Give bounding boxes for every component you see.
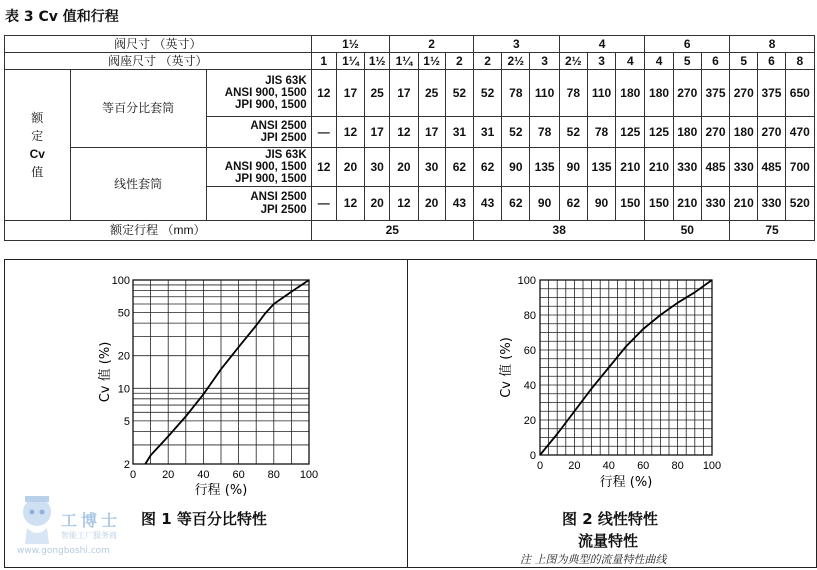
cv-cell: 520 — [785, 187, 814, 221]
figure1-caption: 图 1 等百分比特性 — [141, 510, 267, 528]
cv-cell: 210 — [673, 187, 701, 221]
cv-cell: 180 — [645, 70, 673, 117]
seat-size-cell: 1 — [311, 53, 336, 70]
rated-cv-label — [5, 70, 71, 221]
cv-cell: 62 — [502, 187, 530, 221]
stroke-cell: 50 — [645, 221, 730, 241]
cv-cell: 330 — [673, 148, 701, 187]
linear-cage-label: 线性套筒 — [70, 148, 206, 221]
cv-cell: 20 — [365, 187, 390, 221]
valve-size-cell: 6 — [645, 36, 730, 53]
seat-size-cell: 1½ — [365, 53, 390, 70]
cv-cell: — — [311, 117, 336, 148]
x-tick-label: 60 — [637, 460, 650, 472]
seat-size-cell: 2½ — [502, 53, 530, 70]
seat-size-cell: 2 — [473, 53, 501, 70]
cv-cell: 330 — [701, 187, 729, 221]
cv-cell: 180 — [673, 117, 701, 148]
stroke-cell: 38 — [473, 221, 644, 241]
cv-cell: 78 — [502, 70, 530, 117]
seat-size-cell: 2½ — [559, 53, 587, 70]
cv-cell: 43 — [445, 187, 473, 221]
stroke-cell: 25 — [311, 221, 473, 241]
cv-cell: 375 — [701, 70, 729, 117]
figure1-panel — [4, 259, 408, 568]
cv-cell: 25 — [365, 70, 390, 117]
x-tick-label: 80 — [267, 469, 280, 481]
rated-stroke-label: 额定行程 （mm） — [5, 221, 312, 241]
cv-cell: 650 — [785, 70, 814, 117]
cv-cell: 330 — [730, 148, 758, 187]
standard-label: ANSI 2500 — [250, 191, 307, 204]
standard-ansi-cell — [206, 117, 311, 148]
figure2-caption-line2: 流量特性 — [578, 532, 639, 550]
cv-cell: 12 — [336, 117, 364, 148]
cv-cell: 110 — [530, 70, 559, 117]
seat-size-cell: 3 — [587, 53, 615, 70]
cv-cell: 62 — [559, 187, 587, 221]
cv-cell: 110 — [587, 70, 615, 117]
y-tick-label: 50 — [117, 307, 130, 320]
cv-cell: 12 — [390, 187, 418, 221]
x-tick-label: 20 — [568, 460, 581, 472]
cv-cell: 270 — [758, 117, 785, 148]
cv-cell: 31 — [445, 117, 473, 148]
seat-size-row — [5, 53, 815, 70]
y-tick-label: 100 — [111, 275, 130, 287]
rated-cv-char: Cv — [29, 147, 45, 161]
cv-cell: 125 — [616, 117, 645, 148]
watermark-logo — [13, 490, 148, 562]
y-tick-label: 5 — [123, 415, 130, 428]
y-tick-label: 100 — [517, 275, 536, 287]
valve-size-cell: 4 — [559, 36, 645, 53]
seat-size-cell: 5 — [730, 53, 758, 70]
logo-url: www.gongboshi.com — [17, 546, 110, 556]
cv-cell: 12 — [390, 117, 418, 148]
cv-cell: 180 — [616, 70, 645, 117]
seat-size-cell: 1¼ — [336, 53, 364, 70]
x-tick-label: 100 — [299, 469, 319, 481]
standard-label: JIS 63K — [265, 148, 307, 161]
x-axis-label: 行程 (%) — [599, 475, 653, 490]
cv-cell: 78 — [559, 70, 587, 117]
series-line — [145, 280, 309, 464]
y-tick-label: 10 — [117, 383, 130, 396]
y-axis-label: Cv 值 (%) — [98, 341, 113, 403]
cv-cell: 270 — [701, 117, 729, 148]
cv-cell: 78 — [587, 117, 615, 148]
seat-size-label: 阀座尺寸 （英寸） — [5, 53, 312, 70]
figure2-caption-line1: 图 2 线性特性 — [562, 510, 658, 528]
cv-stroke-table — [4, 35, 815, 241]
y-tick-label: 0 — [529, 450, 536, 462]
cv-cell: 90 — [502, 148, 530, 187]
rated-cv-char: 定 — [31, 129, 44, 143]
cv-cell: 31 — [473, 117, 501, 148]
cv-cell: 700 — [785, 148, 814, 187]
cv-cell: 135 — [530, 148, 559, 187]
logo-brand: 工博士 — [61, 511, 122, 530]
x-tick-label: 80 — [671, 460, 684, 472]
logo-tagline: 智能工厂服务商 — [61, 531, 117, 540]
x-tick-label: 20 — [162, 469, 175, 481]
cv-cell: 135 — [587, 148, 615, 187]
cv-cell: 52 — [445, 70, 473, 117]
seat-size-cell: 6 — [701, 53, 729, 70]
seat-size-cell: 3 — [530, 53, 559, 70]
standard-label: ANSI 900, 1500 — [224, 86, 307, 99]
x-tick-label: 40 — [602, 460, 615, 472]
y-tick-label: 60 — [523, 345, 536, 357]
standard-label: JPI 900, 1500 — [235, 99, 307, 112]
valve-size-cell: 1½ — [311, 36, 390, 53]
valve-size-row — [5, 36, 815, 53]
seat-size-cell: 2 — [445, 53, 473, 70]
cv-cell: 12 — [311, 70, 336, 117]
cv-cell: 180 — [730, 117, 758, 148]
y-tick-label: 80 — [523, 310, 536, 322]
y-tick-label: 40 — [523, 380, 536, 392]
x-axis-label: 行程 (%) — [194, 483, 248, 498]
seat-size-cell: 8 — [785, 53, 814, 70]
cv-cell: 17 — [418, 117, 445, 148]
cv-cell: 485 — [701, 148, 729, 187]
cv-cell: 470 — [785, 117, 814, 148]
cv-cell: 90 — [530, 187, 559, 221]
cv-cell: 90 — [559, 148, 587, 187]
cv-cell: 125 — [645, 117, 673, 148]
cv-cell: 20 — [418, 187, 445, 221]
cv-cell: 330 — [758, 187, 785, 221]
cv-cell: 20 — [336, 148, 364, 187]
cv-cell: 52 — [559, 117, 587, 148]
x-tick-label: 60 — [232, 469, 245, 481]
stroke-cell: 75 — [730, 221, 815, 241]
standard-label: ANSI 900, 1500 — [224, 160, 307, 173]
y-tick-label: 20 — [523, 415, 536, 427]
y-tick-label: 2 — [123, 459, 130, 471]
cv-cell: 62 — [445, 148, 473, 187]
cv-cell: 210 — [645, 148, 673, 187]
mascot-icon — [15, 492, 59, 548]
standard-label: JPI 2500 — [260, 132, 307, 144]
cv-cell: 25 — [418, 70, 445, 117]
rated-cv-char: 值 — [31, 165, 44, 179]
table-title: 表 3 Cv 值和行程 — [5, 9, 119, 25]
cv-cell: 43 — [473, 187, 501, 221]
cv-cell: 375 — [758, 70, 785, 117]
rated-cv-char: 额 — [31, 111, 44, 125]
y-axis-label: Cv 值 (%) — [499, 337, 514, 398]
cv-cell: 210 — [730, 187, 758, 221]
seat-size-cell: 4 — [616, 53, 645, 70]
y-tick-label: 20 — [117, 350, 130, 363]
valve-size-cell: 8 — [730, 36, 815, 53]
cv-cell: 17 — [365, 117, 390, 148]
table-row — [5, 70, 815, 117]
seat-size-cell: 1¼ — [390, 53, 418, 70]
cv-cell: 17 — [336, 70, 364, 117]
seat-size-cell: 6 — [758, 53, 785, 70]
cv-cell: 150 — [645, 187, 673, 221]
standard-ansi-cell — [206, 187, 311, 221]
cv-cell: 30 — [365, 148, 390, 187]
cv-cell: 150 — [616, 187, 645, 221]
cv-cell: 52 — [473, 70, 501, 117]
cv-cell: 20 — [390, 148, 418, 187]
cv-cell: 78 — [530, 117, 559, 148]
figure2-panel — [407, 259, 817, 568]
valve-size-cell: 2 — [390, 36, 474, 53]
x-tick-label: 40 — [197, 469, 210, 481]
cv-cell: — — [311, 187, 336, 221]
x-tick-label: 0 — [536, 460, 544, 472]
cv-cell: 485 — [758, 148, 785, 187]
cv-cell: 90 — [587, 187, 615, 221]
table-row — [5, 148, 815, 187]
standard-jis-cell — [206, 70, 311, 117]
standard-label: JPI 2500 — [260, 203, 307, 216]
cv-cell: 12 — [311, 148, 336, 187]
cv-cell: 210 — [616, 148, 645, 187]
seat-size-cell: 4 — [645, 53, 673, 70]
standard-label: JPI 900, 1500 — [235, 173, 307, 186]
cv-cell: 12 — [336, 187, 364, 221]
equal-percentage-cage-label: 等百分比套筒 — [70, 70, 206, 148]
standard-label: ANSI 2500 — [250, 119, 307, 132]
cv-cell: 62 — [473, 148, 501, 187]
seat-size-cell: 5 — [673, 53, 701, 70]
valve-size-label: 阀尺寸 （英寸） — [5, 36, 312, 53]
seat-size-cell: 1½ — [418, 53, 445, 70]
x-tick-label: 0 — [129, 469, 137, 481]
figure-note: 注 上图为典型的流量特性曲线 — [520, 553, 667, 566]
valve-size-cell: 3 — [473, 36, 559, 53]
standard-jis-cell — [206, 148, 311, 187]
cv-cell: 270 — [730, 70, 758, 117]
x-tick-label: 100 — [702, 460, 722, 472]
standard-label: JIS 63K — [265, 74, 307, 87]
cv-cell: 52 — [502, 117, 530, 148]
cv-cell: 270 — [673, 70, 701, 117]
cv-cell: 30 — [418, 148, 445, 187]
cv-cell: 17 — [390, 70, 418, 117]
stroke-row — [5, 221, 815, 241]
